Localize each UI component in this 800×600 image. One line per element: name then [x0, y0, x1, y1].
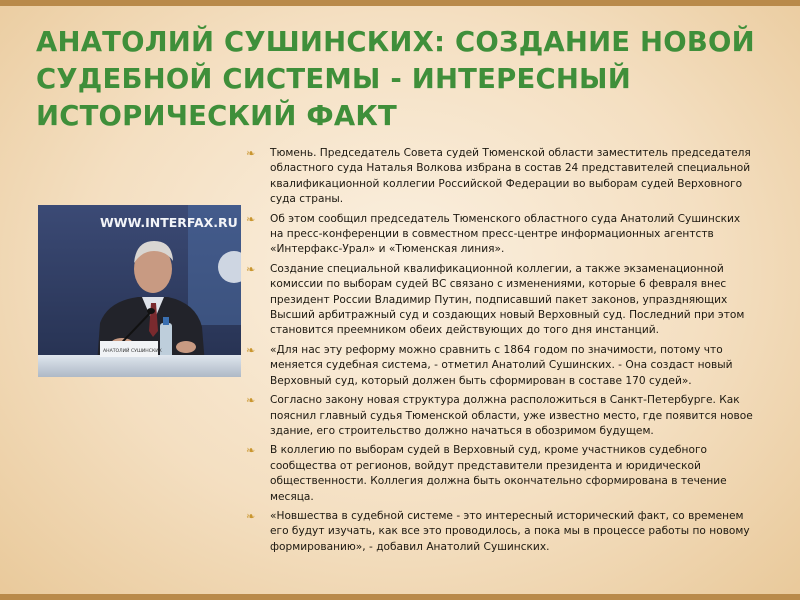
- press-conference-photo: [38, 205, 241, 377]
- slide-body-list: [246, 146, 756, 559]
- photo-illustration: [38, 205, 241, 377]
- paragraph-6: [246, 443, 756, 505]
- bullet-fleuron-icon: ❧: [246, 262, 256, 276]
- paragraph-5: [246, 393, 756, 439]
- bullet-fleuron-icon: ❧: [246, 444, 256, 458]
- paragraph-1: [246, 146, 756, 208]
- paragraph-7: [246, 509, 756, 555]
- top-border: [0, 0, 800, 6]
- bullet-fleuron-icon: ❧: [246, 212, 256, 226]
- paragraph-2: [246, 212, 756, 258]
- paragraph-text: «Для нас эту реформу можно сравнить с 1864 годом по значимости, потому что меняется судебная система, - отметил Анатолий Сушинских. - Она создаст новый Верховный суд, который должен быть сформирован в составе 170 судей».: [270, 343, 733, 387]
- paragraph-text: Тюмень. Председатель Совета судей Тюменской области заместитель председателя областного суда Наталья Волкова избрана в состав 24 представителей специальной квалификационной коллегии Российской Федерации во выборам судей Верховного суда страны.: [270, 147, 751, 206]
- paragraph-text: В коллегию по выборам судей в Верховный суд, кроме участников судебного сообщества от регионов, войдут представители президента и юридической общественности. Коллегия должна быть окончательно сформирована в течение месяца.: [270, 444, 727, 503]
- bullet-fleuron-icon: ❧: [246, 147, 256, 160]
- interfax-banner-text: WWW.INTERFAX.RU: [100, 215, 238, 230]
- name-placard-text: АНАТОЛИЙ СУШИНСКИХ: [103, 349, 162, 354]
- paragraph-4: [246, 343, 756, 389]
- bullet-fleuron-icon: ❧: [246, 343, 256, 357]
- bullet-fleuron-icon: ❧: [246, 509, 256, 523]
- paragraph-text: Согласно закону новая структура должна расположиться в Санкт-Петербурге. Как пояснил главный судья Тюменской области, уже известно место, где появится новое здание, его строительство должно начаться в обозримом будущем.: [270, 394, 753, 437]
- bullet-fleuron-icon: ❧: [246, 394, 256, 408]
- slide-title: АНАТОЛИЙ СУШИНСКИХ: СОЗДАНИЕ НОВОЙ СУДЕБНОЙ СИСТЕМЫ - ИНТЕРЕСНЫЙ ИСТОРИЧЕСКИЙ ФАКТ: [36, 26, 755, 132]
- paragraph-3: [246, 262, 756, 339]
- paragraph-text: «Новшества в судебной системе - это интересный исторический факт, со временем его будут изучать, как все это проводилось, а пока мы в процессе работы по новому формированию», - добавил Анатолий Сушинских.: [270, 509, 750, 553]
- paragraph-text: Создание специальной квалификационной коллегии, а также экзаменационной комиссии по выборам судей ВС связано с изменениями, которые 6 февраля внес президент России Владимир Путин, подписавший пакет законов, упраздняющих Высший арбитражный суд и создающих новый Верховный суд. Последний при этом становится преемником обеих действующих до того дня инстанций.: [270, 262, 745, 337]
- paragraph-text: Об этом сообщил председатель Тюменского областного суда Анатолий Сушинских на пресс-конференции в совместном пресс-центре информационных агентств «Интерфакс-Урал» и «Тюменская линия».: [270, 212, 741, 256]
- bottom-border: [0, 594, 800, 600]
